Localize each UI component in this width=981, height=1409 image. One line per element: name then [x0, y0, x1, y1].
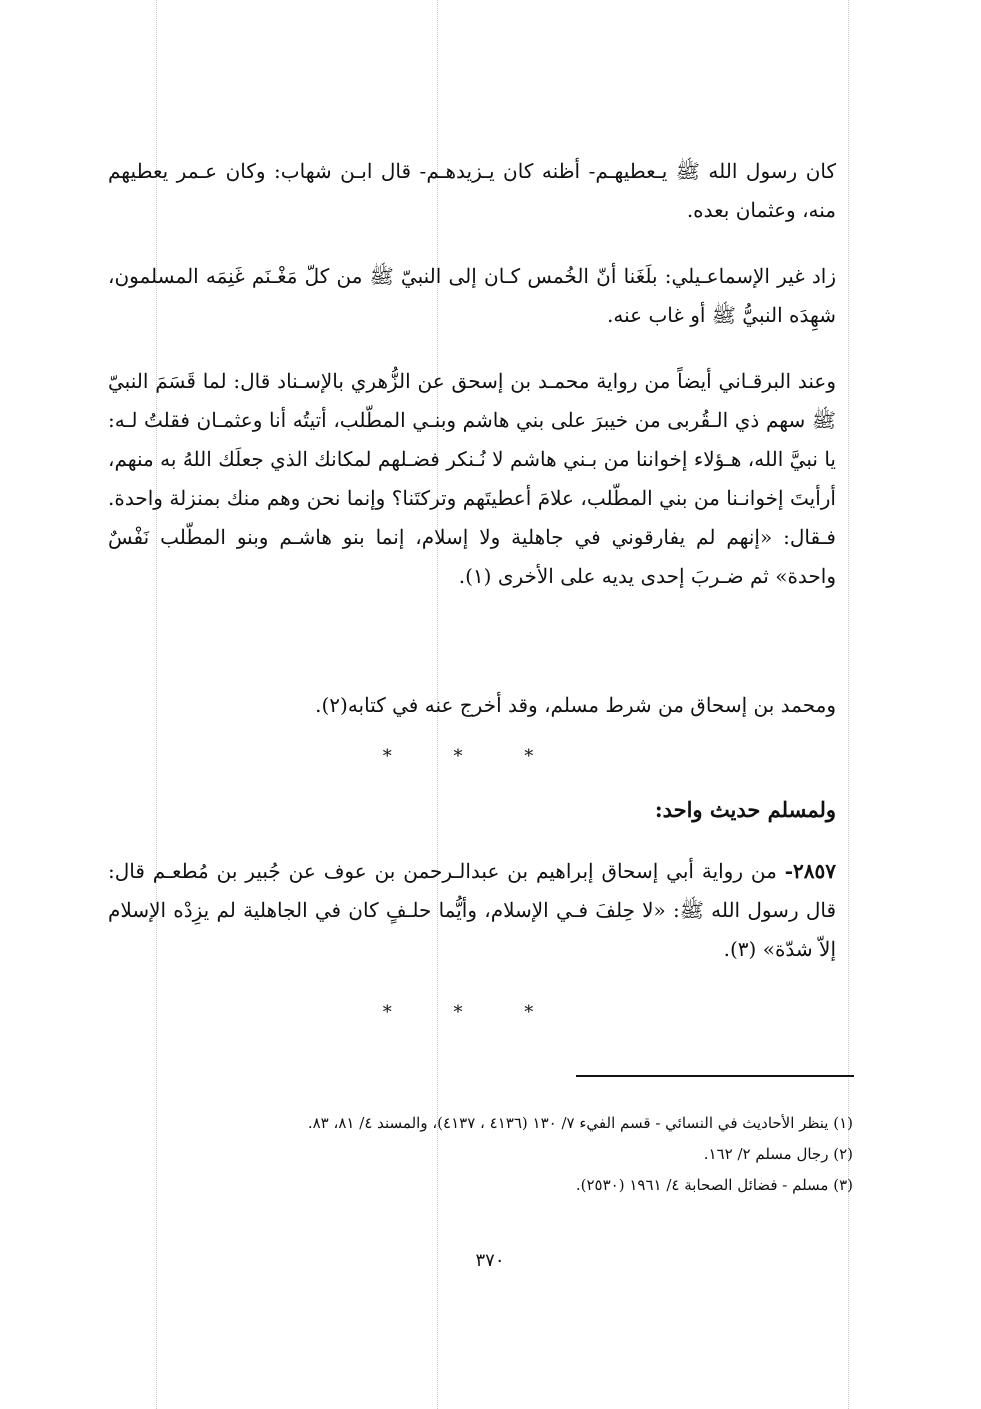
- section-heading: ولمسلم حديث واحد:: [654, 797, 836, 822]
- paragraph-barqani-narration: وعند البرقـاني أيضاً من رواية محمـد بن إسحق عن الزُّهري بالإسـناد قال: لما قَسَمَ النبيّ ﷺ سهم ذي الـقُربى من خيبرَ على بني هاشم وبنـي المطّلب، أتيتُه أنا وعثمـان فقلتُ لـه: يا نبيَّ الله، هـؤلاء إخواننا من بـني هاشم لا نُـنكر فضـلهم لمكانك الذي جعلَك اللهُ به منهم، أرأيتَ إخوانـنا من بني المطّلب، علامَ أعطيتَهم وتركتَنا؟ وإنما نحن وهم منك بمنزلة واحدة. فـقال: «إنهم لم يفارقوني في جاهلية ولا إسلام، إنما بنو هاشـم وبنو المطّلب نَفْسٌ واحدة» ثم ضـربَ إحدى يديه على الأخرى (١).: [108, 369, 836, 588]
- page-number: ٣٧٠: [475, 1250, 505, 1271]
- footnotes-list: [213, 1108, 853, 1201]
- paragraph-continuation: كان رسول الله ﷺ يـعطيهـم- أظنه كان يـزيدهـم- قال ابـن شهاب: وكان عـمر يعطيهم منه، وعثمان بعده.: [108, 159, 836, 222]
- hadith-entry: [108, 852, 836, 969]
- footnote-item: (١) ينظر الأحاديث في النسائي - قسم الفيء ٧/ ١٣٠ (٤١٣٦ ، ٤١٣٧)، والمسند ٤/ ٨١، ٨٣.: [307, 1114, 853, 1132]
- paragraph-ibn-ishaq-note: ومحمد بن إسحاق من شرط مسلم، وقد أخرج عنه في كتابه(٢).: [315, 693, 836, 717]
- hadith-text: من رواية أبي إسحاق إبراهيم بن عبدالـرحمن بن عوف عن جُبير بن مُطعـم قال: قال رسول الله ﷺ: «لا حِلفَ فـي الإسلام، وأيُّما حلـفٍ كان في الجاهلية لم يزِدْه الإسلام إلاّ شدّة» (٣).: [108, 859, 837, 961]
- footnote-item: (٣) مسلم - فضائل الصحابة ٤/ ١٩٦١ (٢٥٣٠).: [575, 1176, 853, 1194]
- footnote-item: (٢) رجال مسلم ٢/ ١٦٢.: [703, 1145, 853, 1163]
- footnote-divider: [576, 1075, 854, 1077]
- section-separator: * * *: [382, 1002, 562, 1023]
- hadith-number: ٢٨٥٧-: [784, 859, 836, 883]
- section-separator: * * *: [382, 746, 562, 767]
- paragraph-ismaili-addition: زاد غير الإسماعـيلي: بلَغَنا أنّ الخُمس كـان إلى النبيّ ﷺ من كلّ مَغْـنَم غَنِمَه المسلمون، شهِدَه النبيُّ ﷺ أو غاب عنه.: [108, 264, 836, 327]
